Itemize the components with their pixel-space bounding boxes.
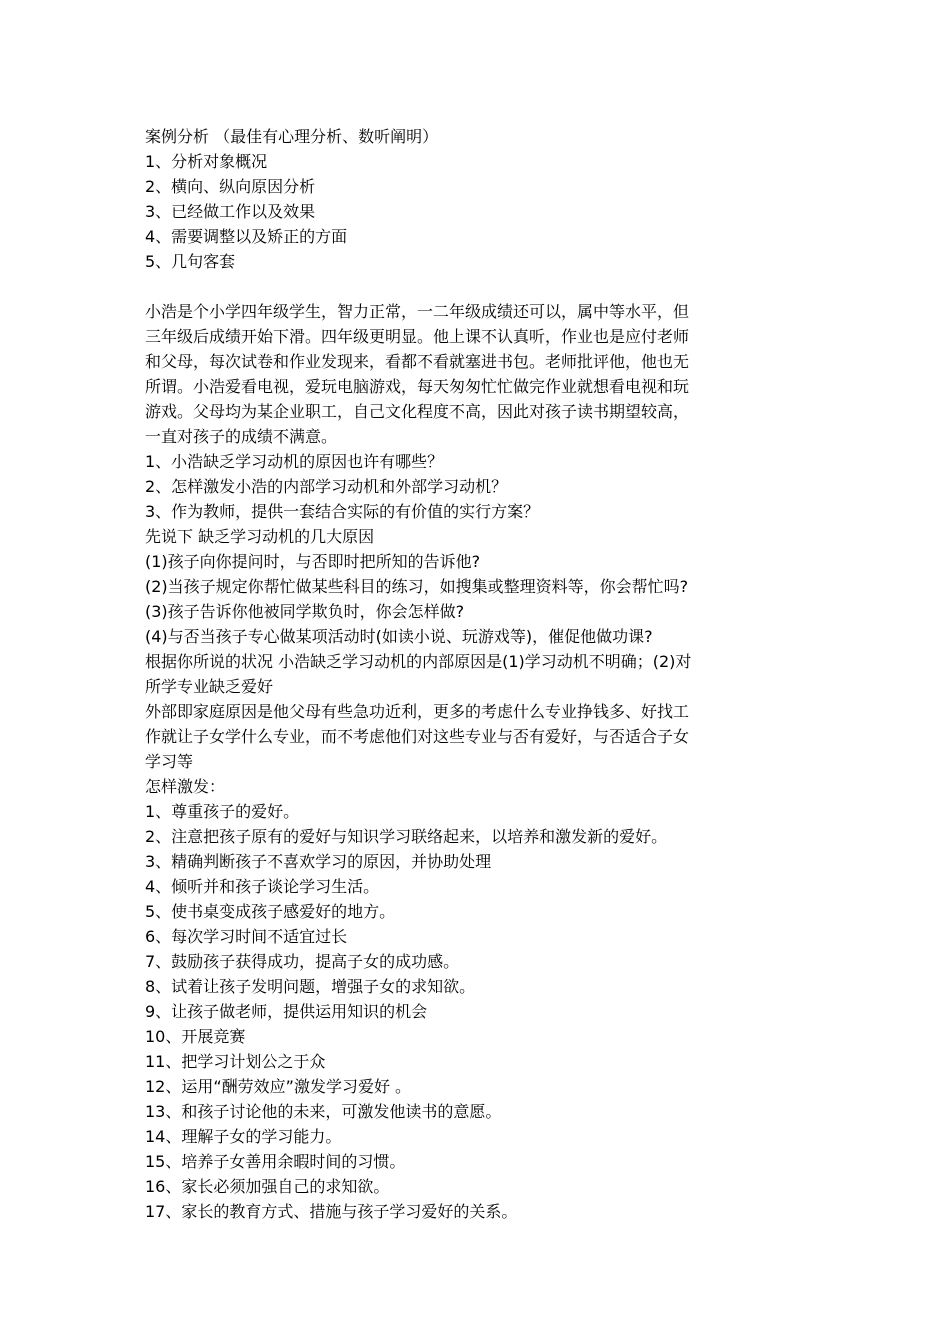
stimulate-item: 17、家长的教育方式、措施与孩子学习爱好的关系。 <box>145 1202 518 1221</box>
outline-item: 5、几句客套 <box>145 252 236 271</box>
external-cause-line: 学习等 <box>145 752 194 771</box>
document-page <box>145 124 825 1224</box>
stimulate-item: 8、试着让孩子发明问题，增强子女的求知欲。 <box>145 977 476 996</box>
stimulate-item: 10、开展竞赛 <box>145 1027 246 1046</box>
question-item: 2、怎样激发小浩的内部学习动机和外部学习动机？ <box>145 477 508 496</box>
case-paragraph <box>145 299 825 449</box>
case-line: 所谓。小浩爱看电视，爱玩电脑游戏，每天匆匆忙忙做完作业就想看电视和玩 <box>145 377 690 396</box>
case-line: 三年级后成绩开始下滑。四年级更明显。他上课不认真听，作业也是应付老师 <box>145 327 690 346</box>
outline-item: 2、横向、纵向原因分析 <box>145 177 316 196</box>
stimulate-item: 14、理解子女的学习能力。 <box>145 1127 342 1146</box>
internal-cause-line: 根据你所说的状况 小浩缺乏学习动机的内部原因是(1)学习动机不明确；(2)对 <box>145 652 692 671</box>
stimulate-heading: 怎样激发： <box>145 777 226 796</box>
outline-item: 3、已经做工作以及效果 <box>145 202 316 221</box>
cause-item: (2)当孩子规定你帮忙做某些科目的练习，如搜集或整理资料等，你会帮忙吗? <box>145 577 689 596</box>
stimulate-item: 11、把学习计划公之于众 <box>145 1052 326 1071</box>
question-item: 3、作为教师，提供一套结合实际的有价值的实行方案？ <box>145 502 540 521</box>
outline-item: 4、需要调整以及矫正的方面 <box>145 227 348 246</box>
stimulate-item: 9、让孩子做老师，提供运用知识的机会 <box>145 1002 428 1021</box>
stimulate-item: 6、每次学习时间不适宜过长 <box>145 927 348 946</box>
blank-line <box>145 274 825 299</box>
cause-item: (4)与否当孩子专心做某项活动时(如读小说、玩游戏等)，催促他做功课? <box>145 627 653 646</box>
stimulate-item: 16、家长必须加强自己的求知欲。 <box>145 1177 390 1196</box>
internal-cause-line: 所学专业缺乏爱好 <box>145 677 274 696</box>
case-line: 游戏。父母均为某企业职工，自己文化程度不高，因此对孩子读书期望较高， <box>145 402 690 421</box>
external-cause-line: 外部即家庭原因是他父母有些急功近利，更多的考虑什么专业挣钱多、好找工 <box>145 702 690 721</box>
stimulate-item: 3、精确判断孩子不喜欢学习的原因，并协助处理 <box>145 852 492 871</box>
causes-section <box>145 524 825 774</box>
stimulate-item: 2、注意把孩子原有的爱好与知识学习联络起来，以培养和激发新的爱好。 <box>145 827 668 846</box>
stimulate-item: 4、倾听并和孩子谈论学习生活。 <box>145 877 380 896</box>
cause-item: (3)孩子告诉你他被同学欺负时，你会怎样做? <box>145 602 465 621</box>
cause-item: (1)孩子向你提问时，与否即时把所知的告诉他? <box>145 552 481 571</box>
outline-list <box>145 149 825 274</box>
stimulate-item: 12、运用“酬劳效应”激发学习爱好 。 <box>145 1077 412 1096</box>
question-list <box>145 449 825 524</box>
stimulate-item: 15、培养子女善用余暇时间的习惯。 <box>145 1152 406 1171</box>
case-line: 和父母，每次试卷和作业发现来，看都不看就塞进书包。老师批评他，他也无 <box>145 352 690 371</box>
outline-item: 1、分析对象概况 <box>145 152 268 171</box>
stimulate-item: 13、和孩子讨论他的未来，可激发他读书的意愿。 <box>145 1102 502 1121</box>
stimulate-item: 5、使书桌变成孩子感爱好的地方。 <box>145 902 396 921</box>
stimulate-section <box>145 774 825 1224</box>
case-line: 小浩是个小学四年级学生，智力正常，一二年级成绩还可以，属中等水平，但 <box>145 302 690 321</box>
case-line: 一直对孩子的成绩不满意。 <box>145 427 338 446</box>
causes-heading: 先说下 缺乏学习动机的几大原因 <box>145 527 375 546</box>
question-item: 1、小浩缺乏学习动机的原因也许有哪些？ <box>145 452 444 471</box>
document-title: 案例分析 （最佳有心理分析、数听阐明） <box>145 127 439 146</box>
external-cause-line: 作就让子女学什么专业，而不考虑他们对这些专业与否有爱好，与否适合子女 <box>145 727 690 746</box>
stimulate-item: 7、鼓励孩子获得成功，提高子女的成功感。 <box>145 952 460 971</box>
stimulate-item: 1、尊重孩子的爱好。 <box>145 802 300 821</box>
